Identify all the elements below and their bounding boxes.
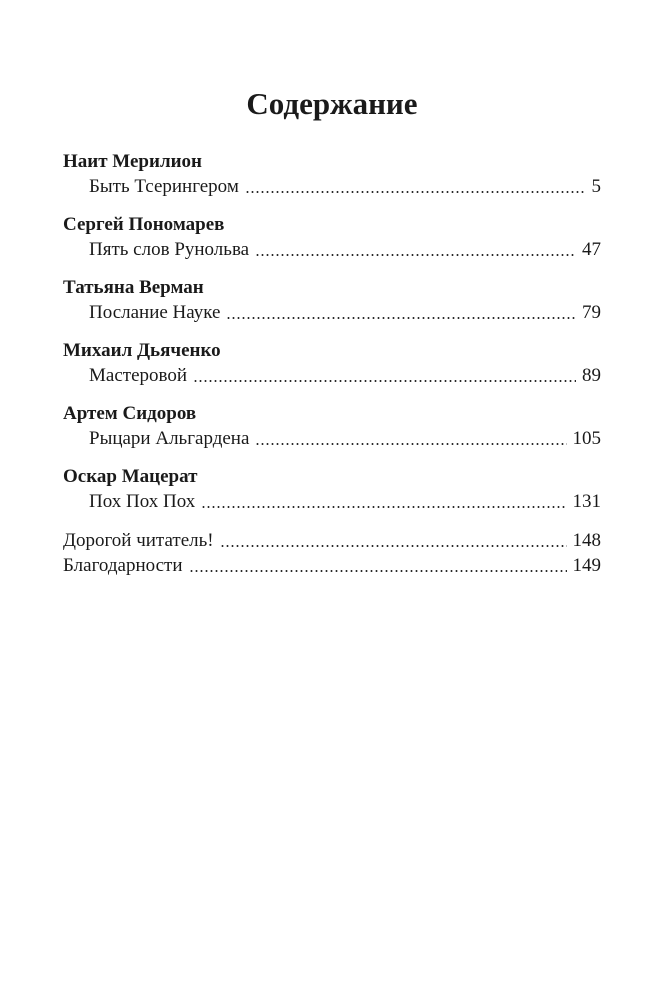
dot-leader bbox=[255, 441, 566, 447]
toc-entry-page: 79 bbox=[582, 302, 601, 323]
toc-author: Михаил Дьяченко bbox=[63, 340, 221, 361]
page-title: Содержание bbox=[246, 86, 418, 121]
toc-section bbox=[63, 213, 601, 262]
toc-entry-page: 105 bbox=[572, 428, 601, 449]
toc-entry-title: Рыцари Альгардена bbox=[89, 428, 250, 449]
toc-author: Наит Мерилион bbox=[63, 151, 202, 172]
toc-entry-page: 131 bbox=[572, 491, 601, 512]
toc-entry[interactable] bbox=[63, 237, 601, 262]
toc-author: Сергей Пономарев bbox=[63, 214, 225, 235]
toc-entry-page: 149 bbox=[572, 555, 601, 576]
toc-entry[interactable] bbox=[63, 426, 601, 451]
toc-entry-title: Быть Тсерингером bbox=[89, 176, 239, 197]
dot-leader bbox=[255, 252, 576, 258]
toc-section bbox=[63, 339, 601, 388]
toc-entry-page: 47 bbox=[582, 239, 601, 260]
toc-entry-title: Дорогой читатель! bbox=[63, 530, 214, 551]
toc-author: Артем Сидоров bbox=[63, 403, 197, 424]
toc-entry-page: 89 bbox=[582, 365, 601, 386]
table-of-contents bbox=[63, 150, 601, 578]
toc-entry-title: Мастеровой bbox=[89, 365, 188, 386]
toc-entry[interactable] bbox=[63, 553, 601, 578]
toc-entry[interactable] bbox=[63, 363, 601, 388]
toc-entry-page: 148 bbox=[572, 530, 601, 551]
toc-entry-title: Пох Пох Пох bbox=[89, 491, 196, 512]
dot-leader bbox=[189, 568, 567, 574]
toc-entry-title: Послание Науке bbox=[89, 302, 221, 323]
toc-entry[interactable] bbox=[63, 489, 601, 514]
toc-section bbox=[63, 276, 601, 325]
dot-leader bbox=[201, 504, 566, 510]
dot-leader bbox=[220, 543, 567, 549]
dot-leader bbox=[245, 189, 586, 195]
toc-entry[interactable] bbox=[63, 528, 601, 553]
toc-section bbox=[63, 402, 601, 451]
toc-section bbox=[63, 150, 601, 199]
toc-entry-page: 5 bbox=[591, 176, 601, 197]
dot-leader bbox=[193, 378, 576, 384]
toc-entry[interactable] bbox=[63, 174, 601, 199]
toc-entry[interactable] bbox=[63, 300, 601, 325]
toc-entry-title: Пять слов Рунольва bbox=[89, 239, 250, 260]
toc-extras bbox=[63, 528, 601, 578]
toc-author: Оскар Мацерат bbox=[63, 466, 198, 487]
toc-author: Татьяна Верман bbox=[63, 277, 204, 298]
toc-section bbox=[63, 465, 601, 514]
toc-entry-title: Благодарности bbox=[63, 555, 183, 576]
dot-leader bbox=[226, 315, 576, 321]
